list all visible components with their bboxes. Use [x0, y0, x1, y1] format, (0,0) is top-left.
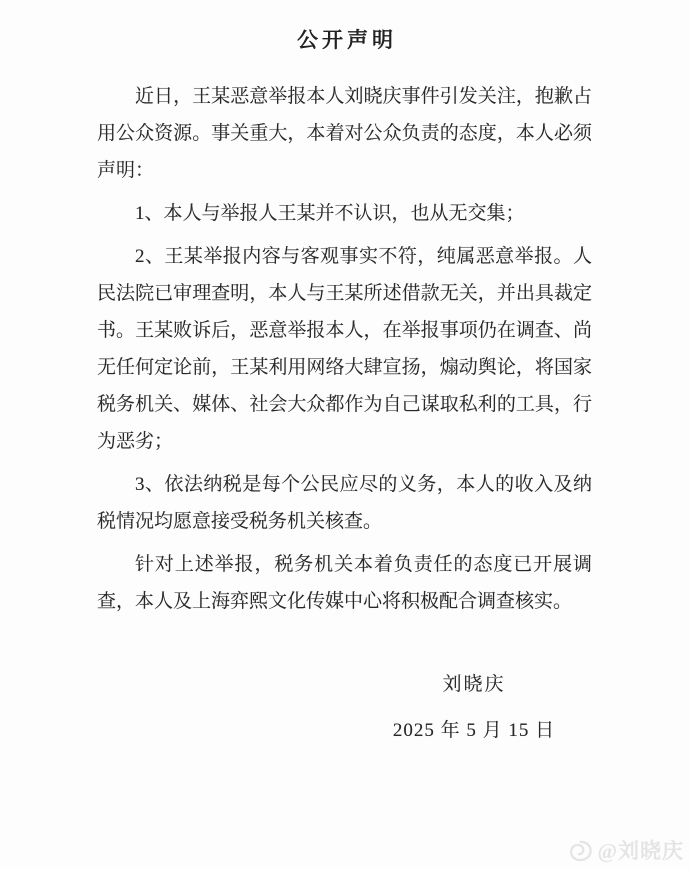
paragraph-point-1: 1、本人与举报人王某并不认识，也从无交集；: [135, 203, 525, 224]
paragraph-closing: 针对上述举报，税务机关本着负责任的态度已开展调查，本人及上海弈熙文化传媒中心将积极配合调查核实。: [97, 554, 592, 612]
document-body: [97, 78, 592, 749]
weibo-watermark: [567, 835, 684, 865]
watermark-text: @刘晓庆: [597, 839, 684, 863]
paragraph-point-2: 2、王某举报内容与客观事实不符，纯属恶意举报。人民法院已审理查明，本人与王某所述借款无关，并出具裁定书。王某败诉后，恶意举报本人，在举报事项仍在调查、尚无任何定论前，王某利用网络大肆宣扬，煽动舆论，将国家税务机关、媒体、社会大众都作为自己谋取私利的工具，行为恶劣；: [97, 246, 592, 452]
paragraph-point-3: 3、依法纳税是每个公民应尽的义务，本人的收入及纳税情况均愿意接受税务机关核查。: [97, 474, 592, 532]
weibo-logo-icon: [567, 838, 594, 863]
document-title: 公开声明: [297, 28, 397, 52]
signature-block: [359, 666, 589, 749]
paragraph-intro: 近日，王某恶意举报本人刘晓庆事件引发关注，抱歉占用公众资源。事关重大，本着对公众负责的态度，本人必须声明：: [97, 86, 592, 181]
signature-name: 刘晓庆: [442, 674, 506, 695]
signature-date: 2025 年 5 月 15 日: [392, 720, 556, 741]
